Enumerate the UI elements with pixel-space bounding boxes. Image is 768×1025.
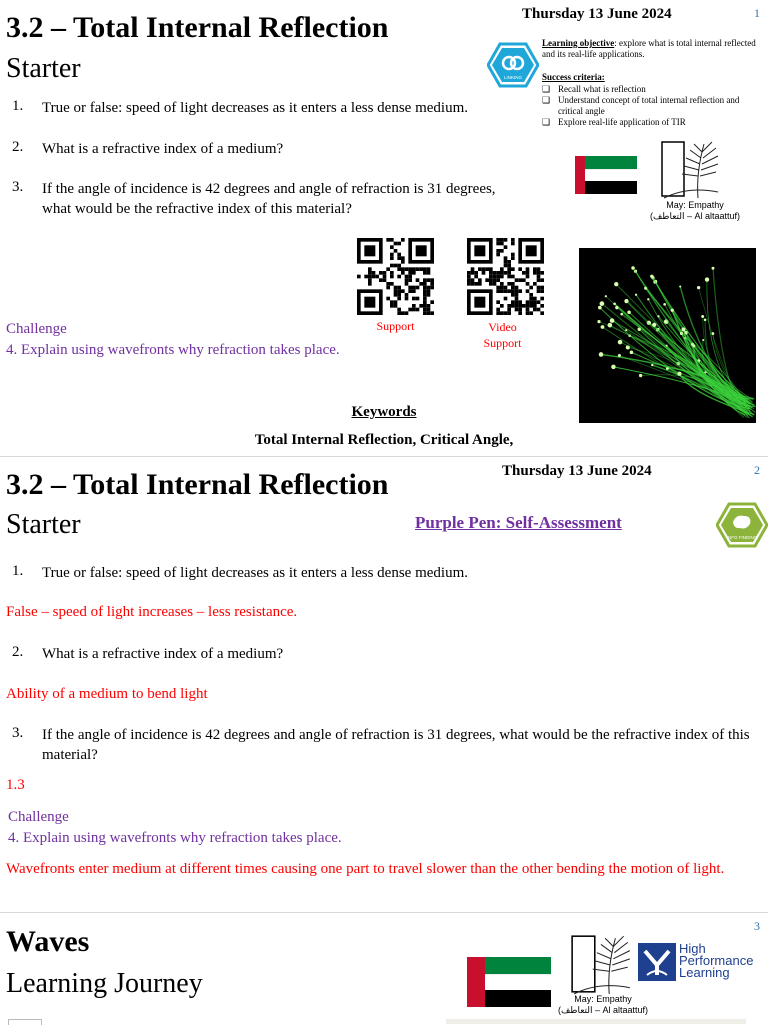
slide-subtitle: Starter (6, 509, 81, 540)
slide-subtitle: Learning Journey (6, 968, 203, 999)
slide-number: 2 (754, 463, 760, 477)
slide-title: 3.2 – Total Internal Reflection (6, 11, 389, 44)
palm-illustration-icon (658, 138, 724, 200)
hpl-logo-icon (638, 943, 676, 981)
slide-1 (0, 0, 768, 456)
question-text: What is a refractive index of a medium? (42, 646, 284, 662)
info-finding-badge-icon (716, 502, 768, 548)
video-support-qr-code[interactable] (467, 238, 544, 315)
svg-text:INFO FINDING: INFO FINDING (726, 535, 758, 540)
slide-number: 3 (754, 919, 760, 933)
success-criteria-heading: Success criteria: (542, 72, 605, 82)
keywords-text: Total Internal Reflection, Critical Angle, (254, 432, 514, 448)
answer-text: False – speed of light increases – less resistance. (6, 604, 298, 620)
challenge-text: 4. Explain using wavefronts why refraction takes place. (6, 342, 340, 358)
question-number: 2. (12, 139, 24, 155)
bottom-left-tab (8, 1019, 42, 1025)
challenge-label: Challenge (6, 321, 67, 337)
slide-2 (0, 457, 768, 912)
challenge-answer: Wavefronts enter medium at different times causing one part to travel slower than the other bending the motion of light. (6, 861, 725, 877)
svg-text:LINKING: LINKING (503, 75, 523, 80)
question-number: 1. (12, 563, 24, 579)
fibre-optic-photo (579, 248, 756, 423)
slide-date: Thursday 13 June 2024 (522, 6, 672, 22)
challenge-label: Challenge (8, 809, 69, 825)
linking-badge-icon (487, 42, 539, 88)
empathy-caption: May: Empathy (التعاطف – Al altaattuf) (557, 994, 649, 1015)
question-text: If the angle of incidence is 42 degrees and angle of refraction is 31 degrees, what would be the refractive index of this material? (42, 727, 750, 763)
question-number: 3. (12, 725, 24, 741)
question-text: True or false: speed of light decreases as it enters a less dense medium. (42, 565, 468, 581)
qr-label-video-support: Video Support (483, 320, 522, 350)
question-text: If the angle of incidence is 42 degrees and angle of refraction is 31 degrees, what would be the refractive index of this material? (42, 181, 496, 217)
slide-subtitle: Starter (6, 53, 81, 84)
checkbox-icon: ❑ (542, 117, 551, 127)
hpl-logo-text: High Performance Learning (679, 941, 754, 980)
uae-flag-icon (575, 156, 637, 194)
support-qr-code[interactable] (357, 238, 434, 315)
self-assessment-link[interactable]: Purple Pen: Self-Assessment (415, 513, 622, 532)
palm-illustration-icon (568, 931, 636, 997)
criteria-item: ❑ Recall what is reflection (542, 84, 646, 94)
question-text: True or false: speed of light decreases as it enters a less dense medium. (42, 100, 468, 116)
checkbox-icon: ❑ (542, 84, 551, 94)
slide-3 (0, 913, 768, 1024)
question-number: 1. (12, 98, 24, 114)
bottom-strip (446, 1019, 746, 1024)
answer-text: 1.3 (6, 777, 25, 793)
question-number: 3. (12, 179, 24, 195)
answer-text: Ability of a medium to bend light (6, 686, 208, 702)
keywords-heading: Keywords (351, 404, 417, 420)
empathy-caption: May: Empathy (التعاطف – Al altaattuf) (649, 200, 741, 221)
question-text: What is a refractive index of a medium? (42, 141, 284, 157)
question-number: 2. (12, 644, 24, 660)
learning-objective: Learning objective: explore what is total internal reflected and its real-life applications. (542, 38, 756, 59)
slide-date: Thursday 13 June 2024 (502, 463, 652, 479)
uae-flag-icon (467, 957, 551, 1007)
slide-title: 3.2 – Total Internal Reflection (6, 468, 389, 501)
challenge-text: 4. Explain using wavefronts why refraction takes place. (8, 830, 342, 846)
success-criteria-list (542, 84, 758, 128)
slide-title: Waves (6, 925, 90, 958)
checkbox-icon: ❑ (542, 95, 551, 105)
qr-label-support: Support (376, 319, 415, 333)
slide-number: 1 (754, 6, 760, 20)
criteria-item: ❑ Explore real-life application of TIR (542, 117, 686, 127)
criteria-item: ❑ Understand concept of total internal reflection and critical angle (542, 95, 740, 116)
